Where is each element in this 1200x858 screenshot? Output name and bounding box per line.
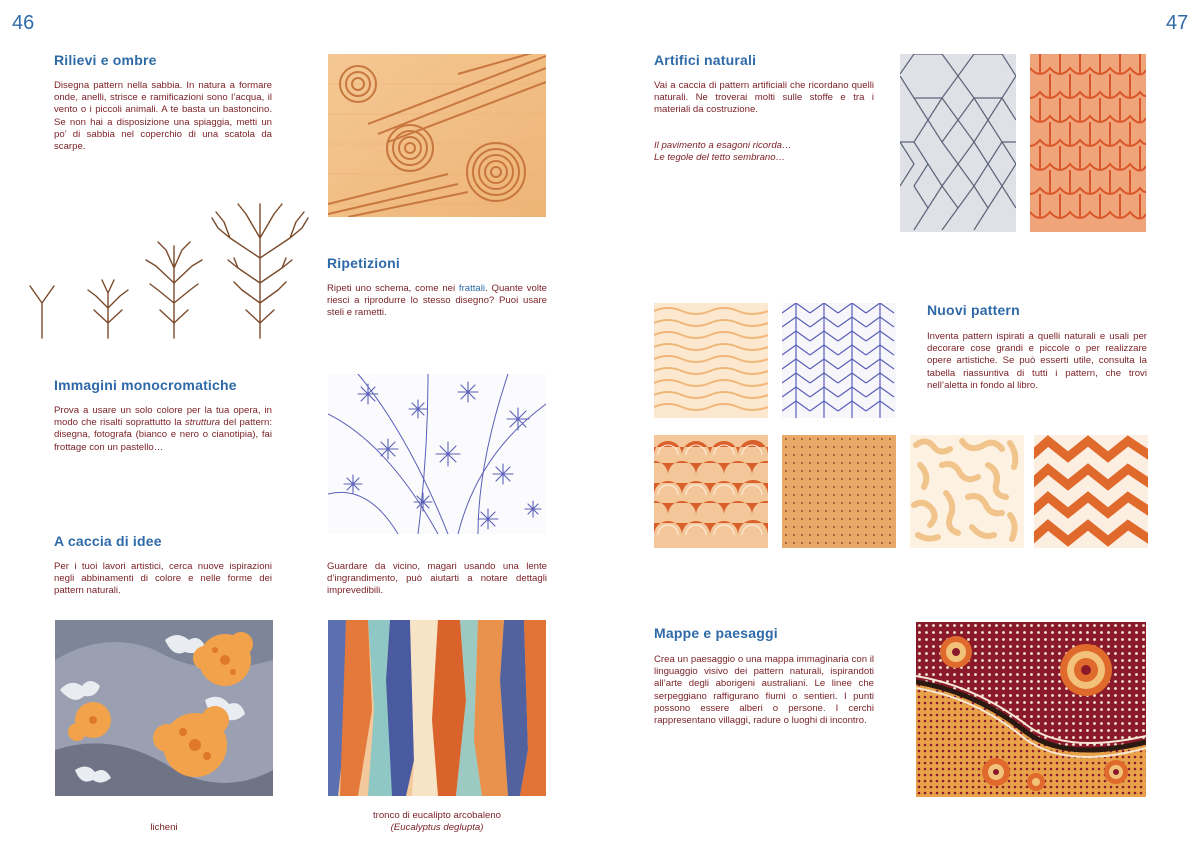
hexagon-floor-image	[900, 54, 1016, 232]
caption-eucalyptus: tronco di eucalipto arcobaleno (Eucalyptus deglupta)	[372, 810, 501, 833]
section-title-caccia: A caccia di idee	[54, 533, 162, 549]
section-title-monocromatiche: Immagini monocromatiche	[54, 377, 237, 393]
zigzag-pattern-image	[1034, 435, 1148, 548]
fractal-trees-illustration	[24, 198, 314, 343]
section-title-artifici: Artifici naturali	[654, 52, 757, 68]
link-frattali[interactable]: frattali	[458, 283, 486, 294]
section-text-monocromatiche: Prova a usare un solo colore per la tua opera, in modo che risalti soprattutto la struttura del pattern: disegna, fotografa (bianco e nero o cianotipia), fai frottage con un pastello…	[54, 405, 272, 453]
dots-pattern-image	[782, 435, 896, 548]
section-text-caccia: Per i tuoi lavori artistici, cerca nuove ispirazioni negli abbinamenti di colore e nelle forme dei pattern naturali.	[54, 561, 272, 597]
section-text-nuovi: Inventa pattern ispirati a quelli naturali e usali per decorare cose grandi e piccole o per realizzare opere artistiche. Se può esserti utile, consulta la tabella riassuntiva di tutti i pattern, che trovi nell’aletta in fondo al libro.	[927, 331, 1147, 391]
rainbow-eucalyptus-image	[328, 620, 546, 796]
herringbone-pattern-image	[782, 303, 896, 418]
wavy-lines-pattern-image	[654, 303, 768, 418]
monochrome-umbels-image	[328, 374, 546, 534]
page-number-left: 46	[12, 12, 35, 34]
section-text-rilievi: Disegna pattern nella sabbia. In natura a formare onde, anelli, strisce e ramificazioni sono l’acqua, il vento o i piccoli animali. A te basta un bastoncino. Se non hai a disposizione una spiaggia, metti un po’ di sabbia nel coperchio di una scatola da scarpe.	[54, 80, 272, 153]
section-italic-artifici: Il pavimento a esagoni ricorda… Le tegole del tetto sembrano…	[654, 140, 792, 164]
page-number-right: 47	[1166, 12, 1189, 34]
section-title-mappe: Mappe e paesaggi	[654, 625, 778, 641]
section-text-artifici: Vai a caccia di pattern artificiali che ricordano quelli naturali. Ne troverai molti sulle stoffe e tra i materiali da costruzione.	[654, 80, 874, 116]
caption-lichens: licheni	[150, 822, 178, 833]
worm-pattern-image	[910, 435, 1024, 548]
scales-pattern-image	[654, 435, 768, 548]
section-text-mappe: Crea un paesaggio o una mappa immaginaria con il linguaggio visivo dei pattern naturali, ispirandoti all’arte degli aborigeni australiani. Le linee che serpeggiano raffigurano fiumi o sentieri. I punti possono essere alberi o persone. I cerchi rappresentano villaggi, radure o luoghi di incontro.	[654, 654, 874, 727]
roof-tiles-image	[1030, 54, 1146, 232]
lichens-image	[55, 620, 273, 796]
section-title-nuovi: Nuovi pattern	[927, 302, 1020, 318]
aboriginal-art-image	[916, 622, 1146, 797]
section-title-ripetizioni: Ripetizioni	[327, 255, 400, 271]
section-text-caccia-2: Guardare da vicino, magari usando una lente d’ingrandimento, può aiutarti a notare dettagli imprevedibili.	[327, 561, 547, 597]
sand-pattern-image	[328, 54, 546, 217]
section-title-rilievi: Rilievi e ombre	[54, 52, 157, 68]
section-text-ripetizioni: Ripeti uno schema, come nei frattali. Quante volte riesci a riprodurre lo stesso disegno? Puoi usare steli e rametti.	[327, 283, 547, 319]
